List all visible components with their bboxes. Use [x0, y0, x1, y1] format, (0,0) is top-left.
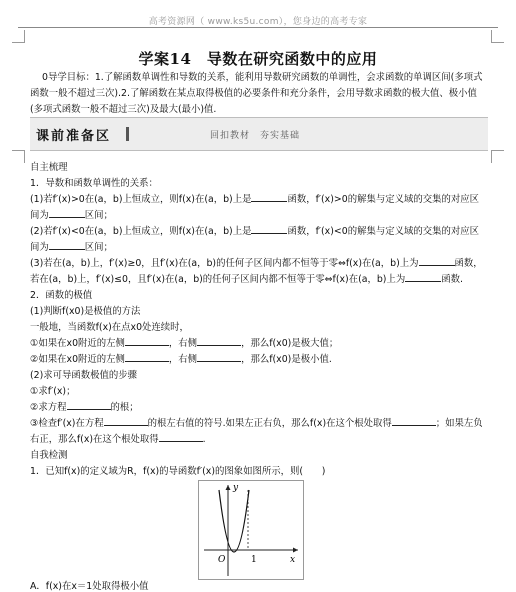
x-label: x	[290, 555, 296, 565]
banner-subtitle: 回扣教材 夯实基础	[210, 131, 301, 141]
page-title: 学案14 导数在研究函数中的应用	[138, 50, 378, 68]
blank[interactable]	[197, 336, 241, 346]
item-2-2: (2)求可导函数极值的步骤	[30, 370, 138, 381]
self-review-heading: 自主梳理	[30, 162, 68, 173]
blank[interactable]	[159, 432, 203, 442]
item-2-2-a: ①求f′(x)；	[30, 386, 76, 397]
crop-mark-top-right	[491, 30, 504, 43]
banner-rule	[126, 127, 129, 141]
answer-option-a: A．f(x)在x＝1处取得极小值	[30, 581, 149, 592]
blank[interactable]	[405, 272, 441, 282]
self-check-heading: 自我检测	[30, 450, 68, 461]
section-2-title: 2．函数的极值	[30, 290, 93, 301]
y-label: y	[233, 483, 239, 493]
tick-label: 1	[251, 555, 257, 565]
item-1-3: (3)若在(a，b)上，f′(x)≥0，且f′(x)在(a，b)的任何子区间内都不恒等于零⇔f(x)在(a，b)上为 函数，若在(a，b)上，f′(x)≤0，且f′(x)在(a，b)的任何子区间内都不恒等于零⇔f(x)在(a，b)上为 函数.	[30, 258, 483, 285]
blank[interactable]	[125, 336, 169, 346]
crop-mark-mid-left	[12, 150, 25, 163]
item-2-1-a: ①如果在x0附近的左侧 ，右侧 ，那么f(x0)是极大值；	[30, 338, 339, 349]
header-rule	[18, 27, 498, 28]
blank[interactable]	[251, 224, 287, 234]
item-1-1: (1)若f′(x)>0在(a，b)上恒成立，则f(x)在(a，b)上是 函数，f′(x)>0的解集与定义域的交集的对应区间为 区间；	[30, 194, 479, 221]
blank[interactable]	[125, 352, 169, 362]
page-header: 高考资源网（ www.ks5u.com），您身边的高考专家	[148, 17, 368, 27]
item-2-1-b: ②如果在x0附近的左侧 ，右侧 ，那么f(x0)是极小值.	[30, 354, 332, 365]
blank[interactable]	[67, 400, 111, 410]
crop-mark-top-left	[12, 30, 25, 43]
crop-mark-mid-right	[491, 150, 504, 163]
item-1-2: (2)若f′(x)<0在(a，b)上恒成立，则f(x)在(a，b)上是 函数，f′(x)<0的解集与定义域的交集的对应区间为 区间；	[30, 226, 479, 253]
blank[interactable]	[104, 416, 148, 426]
item-2-2-c: ③检查f′(x)在方程 的根左右值的符号.如果左正右负，那么f(x)在这个根处取得 ；如果左负右正，那么f(x)在这个根处取得 .	[30, 418, 483, 445]
item-2-1: (1)判断f(x0)是极值的方法	[30, 306, 141, 317]
blank[interactable]	[419, 256, 455, 266]
item-2-2-b: ②求方程 的根；	[30, 402, 139, 413]
derivative-graph	[198, 480, 304, 580]
blank[interactable]	[49, 208, 85, 218]
self-review	[30, 160, 488, 480]
origin-label: O	[218, 555, 226, 565]
question-1: 1．已知f(x)的定义域为R，f(x)的导函数f′(x)的图象如图所示，则( )	[30, 466, 326, 477]
objectives-text: 0导学目标：1.了解函数单调性和导数的关系，能利用导数研究函数的单调性，会求函数的单调区间(多项式函数一般不超过三次).2.了解函数在某点取得极值的必要条件和充分条件，会用导数求函数的极大值、极小值(多项式函数一般不超过三次)及最大(最小)值.	[30, 72, 483, 115]
section-1-title: 1．导数和函数单调性的关系：	[30, 178, 158, 189]
blank[interactable]	[392, 416, 436, 426]
item-2-1-desc: 一般地，当函数f(x)在点x0处连续时，	[30, 322, 189, 333]
blank[interactable]	[49, 240, 85, 250]
blank[interactable]	[251, 192, 287, 202]
blank[interactable]	[197, 352, 241, 362]
section-banner	[30, 117, 488, 151]
banner-title: 课前准备区	[36, 129, 112, 144]
objectives	[30, 70, 488, 118]
